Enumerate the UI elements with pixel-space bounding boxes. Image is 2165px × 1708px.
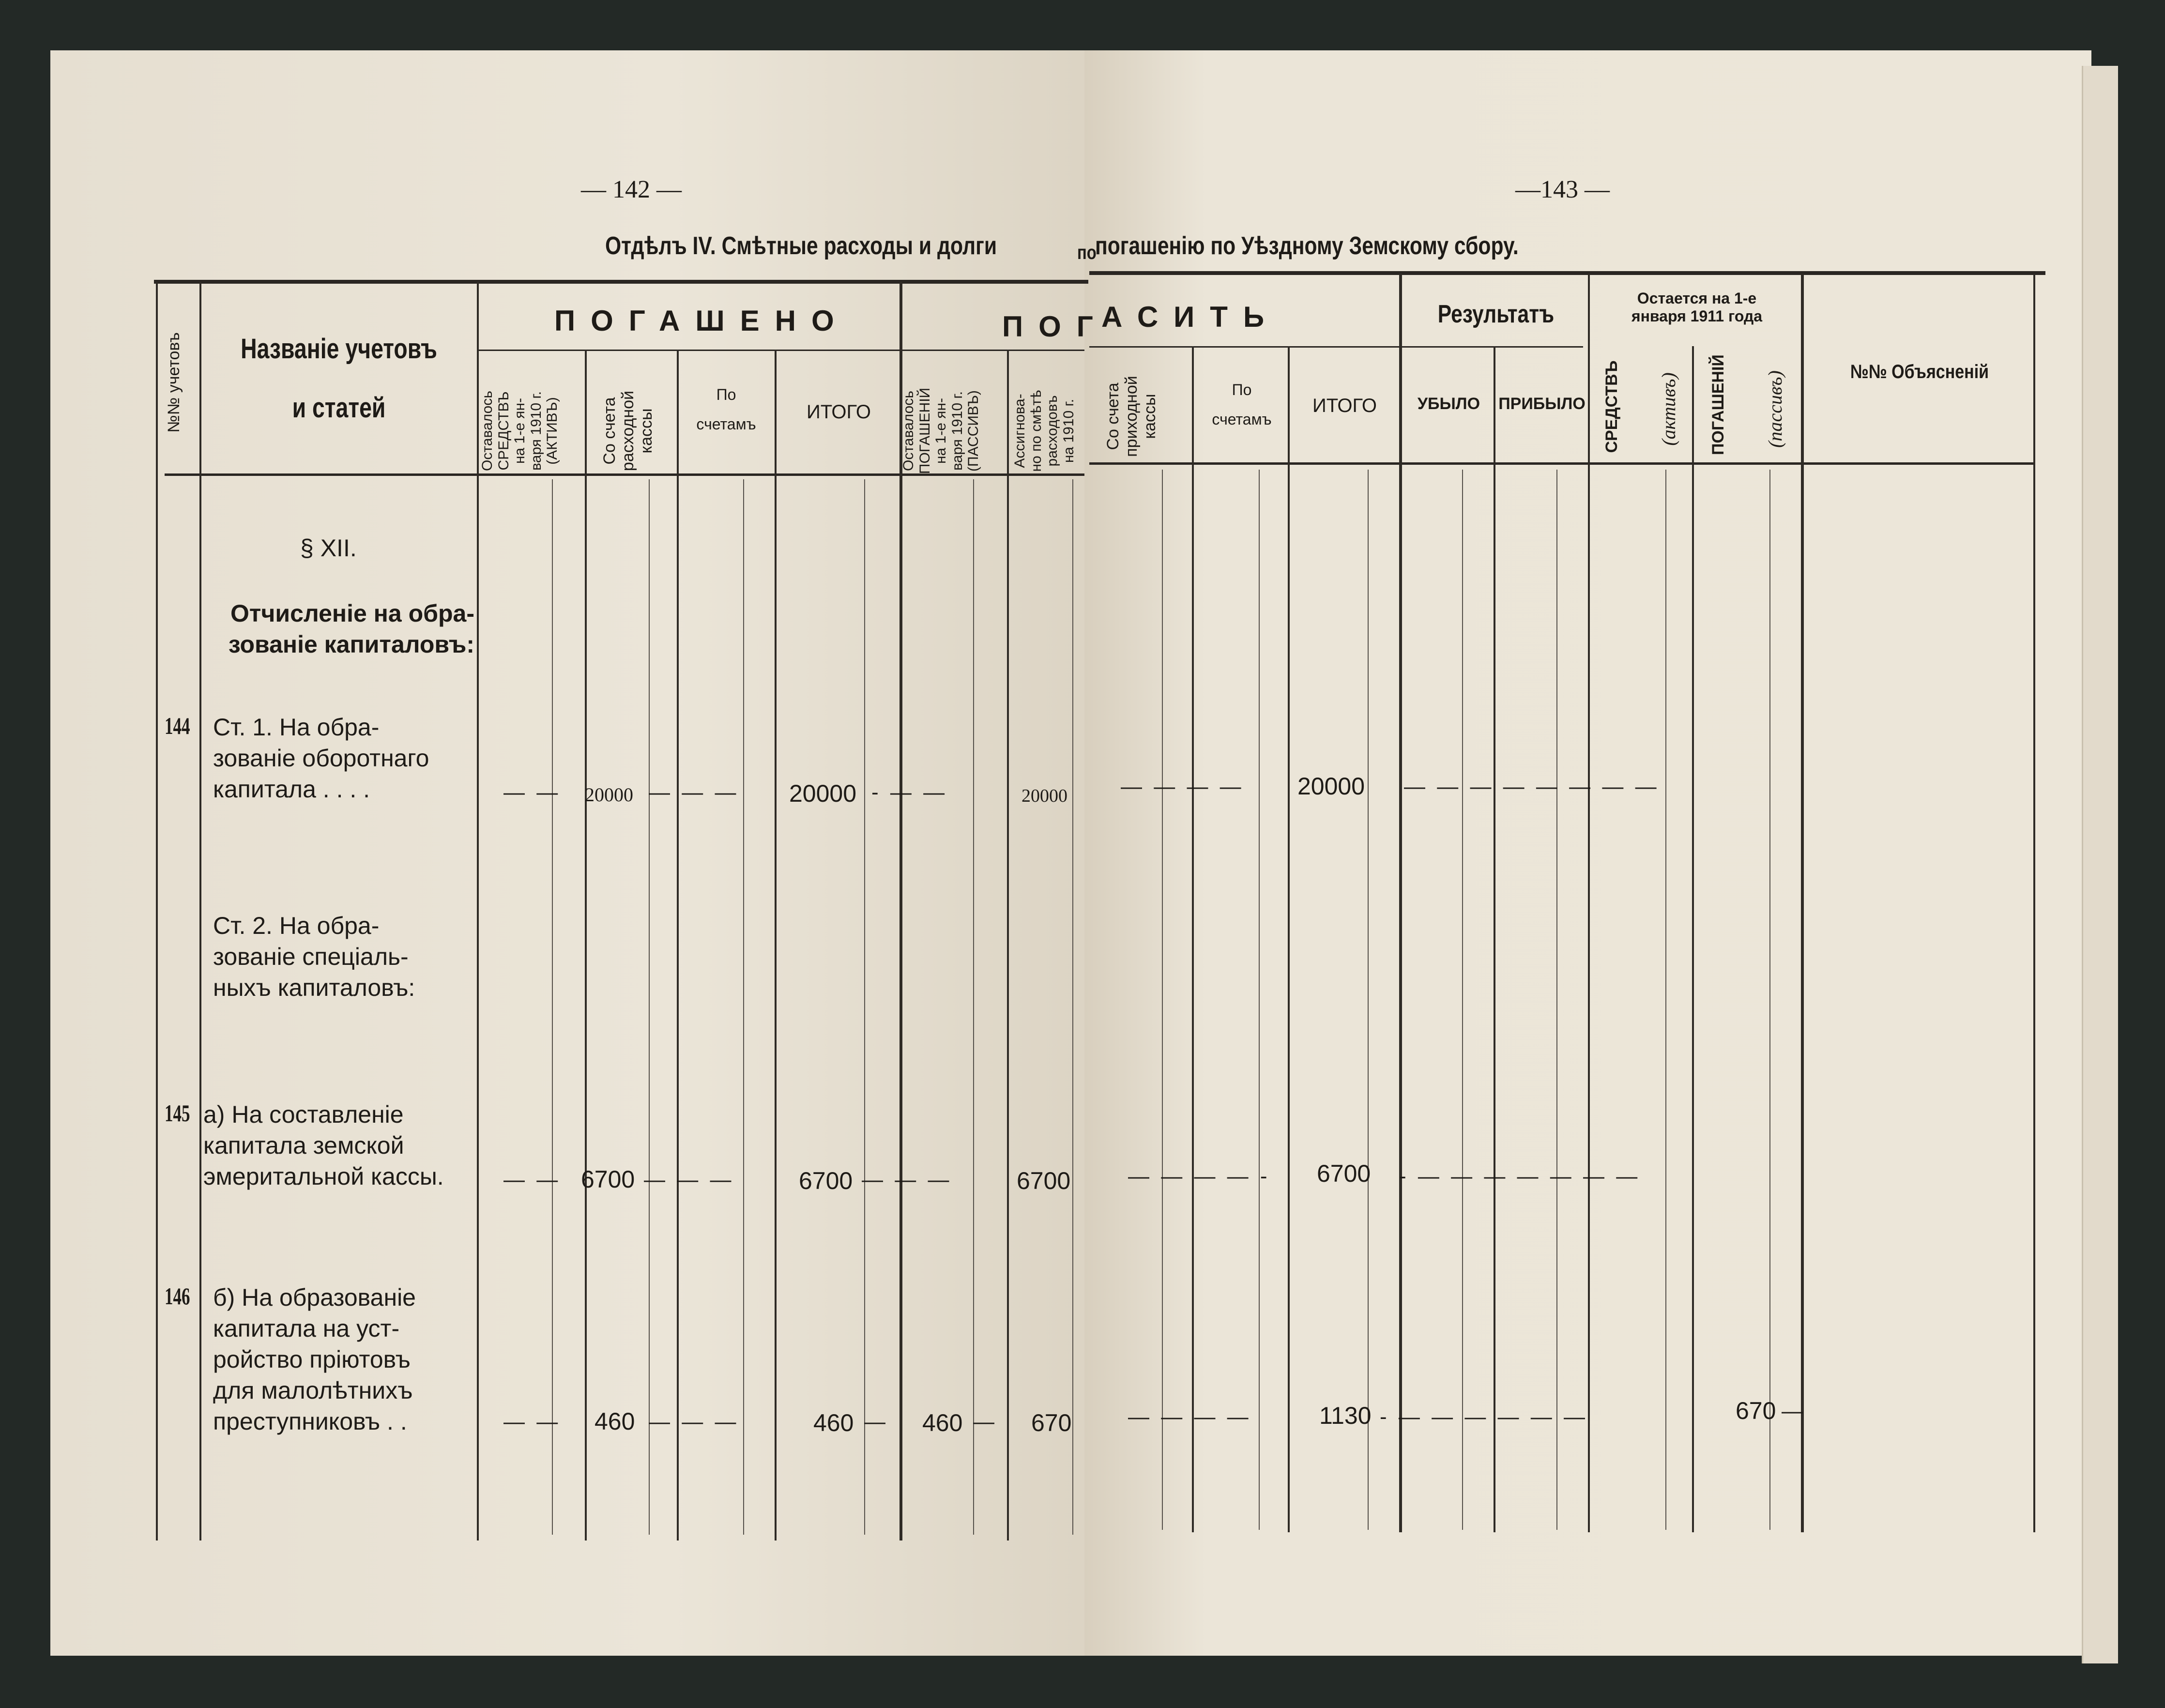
row-144-itogo: 20000 <box>789 780 857 807</box>
row-146-ostavalos-pogasheniy: 460 <box>922 1409 963 1436</box>
rule <box>973 479 974 1535</box>
dash: — <box>973 1410 997 1434</box>
rule <box>1462 470 1463 1530</box>
row-label-145: а) На составленіе капитала земской эмеритальной кассы. <box>203 1101 444 1190</box>
rule <box>1162 470 1163 1530</box>
heading-right: погашенію по Уѣздному Земскому сбору. <box>1095 232 1519 260</box>
rule <box>156 282 158 1540</box>
rule <box>1007 350 1009 1540</box>
heading-left: Отдѣлъ IV. Смѣтные расходы и долги <box>605 232 997 260</box>
rule <box>1399 274 1402 1532</box>
col-header-ubylo: УБЫЛО <box>1417 395 1480 413</box>
col-header-so-scheta-raskhodnoy: Со счета расходной кассы <box>600 390 656 472</box>
subheader-rule-left <box>477 350 1084 351</box>
section-title: Отчисленіе на обра- зованіе капиталовъ: <box>228 600 474 658</box>
heading-connector: по <box>1077 242 1097 263</box>
col-header-po-schetam: По счетамъ <box>696 386 756 433</box>
row-146-assignovano: 670 <box>1031 1409 1072 1436</box>
page-number-left: — 142 — <box>581 176 682 203</box>
rule <box>2033 274 2035 1532</box>
rule <box>1665 470 1666 1530</box>
row-145-so-scheta: 6700 <box>581 1166 635 1193</box>
row-144-so-scheta: 20000 <box>585 784 633 806</box>
col-header-ostavalos-pogasheniy: Оставалось ПОГАШЕНІЙ на 1-е ян- варя 1910 г. (ПАССИВЪ) <box>900 387 982 474</box>
dash: - — — — — — — <box>1380 1405 1588 1429</box>
rule <box>552 479 553 1535</box>
rule <box>585 350 587 1540</box>
col-header-pogasheniy: ПОГАШЕНІЙ <box>1709 354 1727 455</box>
dash: - — — — — — — — <box>1399 1164 1641 1188</box>
col-header-ostaetsya: Остается на 1-е января 1911 года <box>1631 290 1763 325</box>
page-number-right: —143 — <box>1515 176 1610 203</box>
col-header-assignovano: Ассигнова- но по смѣтѣ расходовъ на 1910 г. <box>1012 390 1077 472</box>
col-header-po-schetam-2: По счетамъ <box>1212 381 1272 428</box>
row-label-st2: Ст. 2. На обра- зованіе спеціаль- ныхъ капиталовъ: <box>213 912 415 1001</box>
row-label-146: б) На образованіе капитала на уст- ройство пріютовъ для малолѣтнихъ преступниковъ . . <box>213 1284 416 1435</box>
col-header-name-2: и статей <box>292 392 386 424</box>
dash: - — — <box>871 780 948 804</box>
row-144-itogo-pogasit: 20000 <box>1297 773 1365 800</box>
header-pogasit-left: ПОГ <box>1002 310 1109 343</box>
rule <box>743 479 744 1535</box>
col-header-aktiv: (активъ) <box>1658 372 1679 446</box>
dash: — <box>1782 1399 1806 1423</box>
col-header-sredstv: СРЕДСТВЪ <box>1602 360 1621 453</box>
rule <box>1769 470 1770 1530</box>
rule <box>477 282 479 1540</box>
rule <box>199 282 201 1540</box>
rule <box>775 350 777 1540</box>
rule <box>1494 346 1495 1532</box>
rule <box>1192 346 1194 1532</box>
dash: — — — — <box>1128 1405 1251 1429</box>
table-top-rule-left <box>154 280 1088 284</box>
col-header-itogo-2: ИТОГО <box>1312 395 1377 416</box>
table-top-rule-right <box>1089 271 2045 275</box>
col-header-pribylo: ПРИБЫЛО <box>1498 395 1586 413</box>
rule <box>864 479 865 1535</box>
dash: — — — — — — — — <box>1404 775 1660 798</box>
dash: — — — <box>644 1168 734 1191</box>
header-bottom-rule-right <box>1089 462 2033 465</box>
subheader-rule-right <box>1089 346 1583 348</box>
rule <box>1801 274 1804 1532</box>
col-header-itogo: ИТОГО <box>806 401 871 423</box>
rule <box>1288 346 1290 1532</box>
dash: — — <box>503 780 561 804</box>
row-144-assignovano: 20000 <box>1022 786 1067 806</box>
header-pogasit-right: АСИТЬ <box>1101 301 1280 333</box>
row-label-144: Ст. 1. На обра- зованіе оборотнаго капитала . . . . <box>213 714 429 803</box>
page-edge <box>2082 66 2118 1663</box>
row-number-144: 144 <box>165 712 190 739</box>
header-pogasheno: ПОГАШЕНО <box>554 305 850 337</box>
dash: — <box>864 1410 888 1434</box>
col-header-ostavalos-sredstv: Оставалось СРЕДСТВЪ на 1-е ян- варя 1910 г. (АКТИВЪ) <box>479 391 561 471</box>
rule <box>677 350 679 1540</box>
dash: — — — <box>862 1168 952 1191</box>
col-header-passiv: (пассивъ) <box>1764 370 1786 448</box>
row-146-itogo: 460 <box>813 1409 854 1436</box>
col-header-rezultat: Результатъ <box>1437 300 1555 328</box>
col-header-no: №№ учетовъ <box>165 332 183 433</box>
rule <box>649 479 650 1535</box>
rule <box>1588 274 1590 1532</box>
rule <box>1072 479 1073 1535</box>
row-146-itogo-pogasit: 1130 <box>1319 1402 1372 1429</box>
row-number-145: 145 <box>165 1099 190 1127</box>
row-146-pogasheniy-1911: 670 <box>1736 1397 1776 1424</box>
rule <box>1556 470 1557 1530</box>
dash: — — <box>503 1410 561 1434</box>
row-146-so-scheta: 460 <box>595 1408 635 1435</box>
dash: — — — <box>649 780 739 804</box>
dash: — — — — - <box>1128 1164 1270 1188</box>
row-145-assignovano: 6700 <box>1017 1167 1071 1194</box>
col-header-name-1: Названіе учетовъ <box>241 333 437 365</box>
row-145-itogo: 6700 <box>799 1167 853 1194</box>
col-header-so-scheta-prikhodnoy: Со счета приходной кассы <box>1104 376 1159 457</box>
rule <box>1692 346 1694 1532</box>
dash: — — <box>503 1168 561 1191</box>
row-number-146: 146 <box>165 1282 190 1310</box>
rule <box>1368 470 1369 1530</box>
dash: — — — — <box>1121 775 1244 798</box>
rule <box>1259 470 1260 1530</box>
dash: — — — <box>649 1410 739 1434</box>
col-header-obyasneniy: №№ Объясненій <box>1850 361 1989 382</box>
section-paragraph: § XII. <box>300 534 357 562</box>
row-145-itogo-pogasit: 6700 <box>1317 1160 1371 1187</box>
